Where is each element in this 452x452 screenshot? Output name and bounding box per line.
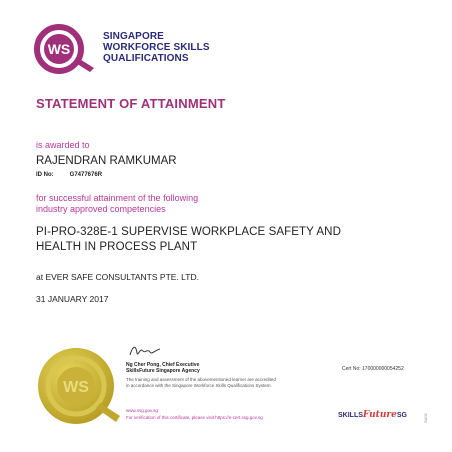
attainment-text-line2: industry approved competencies xyxy=(36,204,166,214)
signature-icon xyxy=(128,343,162,359)
org-name-line2: WORKFORCE SKILLS xyxy=(103,42,210,53)
training-provider: at EVER SAFE CONSULTANTS PTE. LTD. xyxy=(36,272,199,282)
signatory-org: SkillsFuture Singapore Agency xyxy=(126,368,200,374)
award-date: 31 JANUARY 2017 xyxy=(36,294,109,304)
gold-seal-icon xyxy=(36,346,126,436)
accreditation-note-line1: The training and assessment of the abovementioned learner are accredited xyxy=(126,377,276,382)
brand-skills: SKILLS xyxy=(338,412,363,419)
skillsfuture-logo xyxy=(338,410,407,420)
logo-badge-text: WS xyxy=(47,41,71,57)
attainment-text-line1: for successful attainment of the following xyxy=(36,193,199,203)
org-name-line1: SINGAPORE xyxy=(103,31,164,42)
cert-no-value: 170000000054252 xyxy=(362,366,404,372)
brand-future: Future xyxy=(362,410,397,420)
website: www.ssg.gov.sg xyxy=(126,408,158,413)
id-number xyxy=(36,172,102,178)
brand-sg: SG xyxy=(396,412,407,419)
org-name-line3: QUALIFICATIONS xyxy=(103,53,189,64)
competency-title xyxy=(36,225,416,255)
awarded-text: is awarded to xyxy=(36,140,90,150)
form-code: SA02 xyxy=(423,413,428,423)
signatory-name: Ng Cher Pong, Chief Executive xyxy=(126,362,200,368)
accreditation-note-line2: in accordance with the Singapore Workforce Skills Qualifications System. xyxy=(126,383,272,388)
seal-badge-text: WS xyxy=(63,379,89,396)
recipient-name: RAJENDRAN RAMKUMAR xyxy=(36,155,177,167)
certificate-title: STATEMENT OF ATTAINMENT xyxy=(36,96,226,111)
id-label: ID No: xyxy=(36,172,54,178)
competency-line2: HEALTH IN PROCESS PLANT xyxy=(36,241,198,253)
competency-line1: PI-PRO-328E-1 SUPERVISE WORKPLACE SAFETY AND xyxy=(36,226,341,238)
certificate-number xyxy=(342,366,404,372)
wsq-logo-icon xyxy=(34,24,100,74)
id-value: G7477676R xyxy=(69,172,103,178)
cert-no-label: Cert No: xyxy=(342,366,361,372)
verification-note: For verification of this certificate, please visit https://e-cert.ssg.gov.sg xyxy=(126,415,263,420)
